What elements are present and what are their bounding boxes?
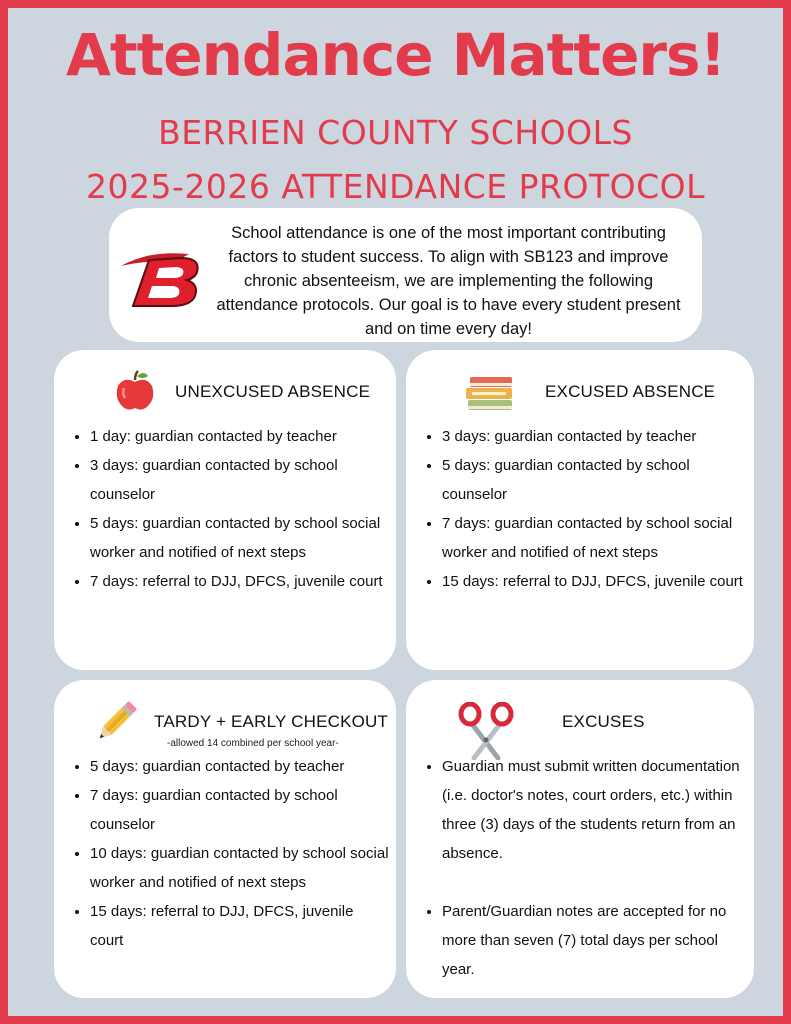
card-note: -allowed 14 combined per school year-	[167, 738, 339, 749]
list-item: • 3 days: guardian contacted by teacher	[442, 422, 748, 451]
excuses-list	[406, 752, 748, 984]
list-item: • 3 days: guardian contacted by school counselor	[90, 451, 390, 509]
card-title: EXCUSES	[562, 712, 645, 731]
card-header	[54, 694, 396, 754]
unexcused-list	[54, 422, 390, 596]
pencil-icon	[92, 698, 140, 746]
list-item: • 5 days: guardian contacted by school counselor	[442, 451, 748, 509]
card-header	[406, 364, 754, 424]
list-item: • 10 days: guardian contacted by school social worker and notified of next steps	[90, 839, 390, 897]
district-name: BERRIEN COUNTY SCHOOLS	[158, 113, 633, 152]
list-item: • Guardian must submit written documentation (i.e. doctor's notes, court orders, etc.) within three (3) days of the students return from an absence.	[442, 752, 748, 868]
card-title: EXCUSED ABSENCE	[545, 382, 716, 401]
list-item: • 15 days: referral to DJJ, DFCS, juvenile court	[442, 567, 748, 596]
list-item: • 1 day: guardian contacted by teacher	[90, 422, 390, 451]
page-title: Attendance Matters!	[65, 21, 726, 89]
list-item: • 15 days: referral to DJJ, DFCS, juvenile court	[90, 897, 390, 955]
intro-text: School attendance is one of the most important contributing factors to student success. To align with SB123 and improve chronic absenteeism, we are implementing the following attendance protocols. Our goal is to have every student present and on time every day!	[216, 224, 681, 338]
books-icon	[462, 368, 518, 414]
card-header	[54, 364, 396, 424]
excused-absence-card	[406, 350, 754, 670]
apple-icon	[112, 368, 158, 414]
list-item: • 5 days: guardian contacted by teacher	[90, 752, 390, 781]
list-item: • 7 days: guardian contacted by school counselor	[90, 781, 390, 839]
excuses-card	[406, 680, 754, 998]
list-item: • 5 days: guardian contacted by school social worker and notified of next steps	[90, 509, 390, 567]
list-item: • 7 days: referral to DJJ, DFCS, juvenile court	[90, 567, 390, 596]
card-title: UNEXCUSED ABSENCE	[175, 382, 371, 401]
protocol-heading: 2025-2026 ATTENDANCE PROTOCOL	[86, 167, 705, 206]
berrien-b-logo	[119, 240, 207, 310]
card-header	[406, 694, 754, 754]
card-title: TARDY + EARLY CHECKOUT	[154, 712, 389, 731]
list-item: • 7 days: guardian contacted by school social worker and notified of next steps	[442, 509, 748, 567]
list-item: • Parent/Guardian notes are accepted for no more than seven (7) total days per school year.	[442, 897, 748, 984]
excused-list	[406, 422, 748, 596]
tardy-early-checkout-card	[54, 680, 396, 998]
tardy-list	[54, 752, 390, 955]
intro-box	[109, 208, 702, 342]
unexcused-absence-card	[54, 350, 396, 670]
